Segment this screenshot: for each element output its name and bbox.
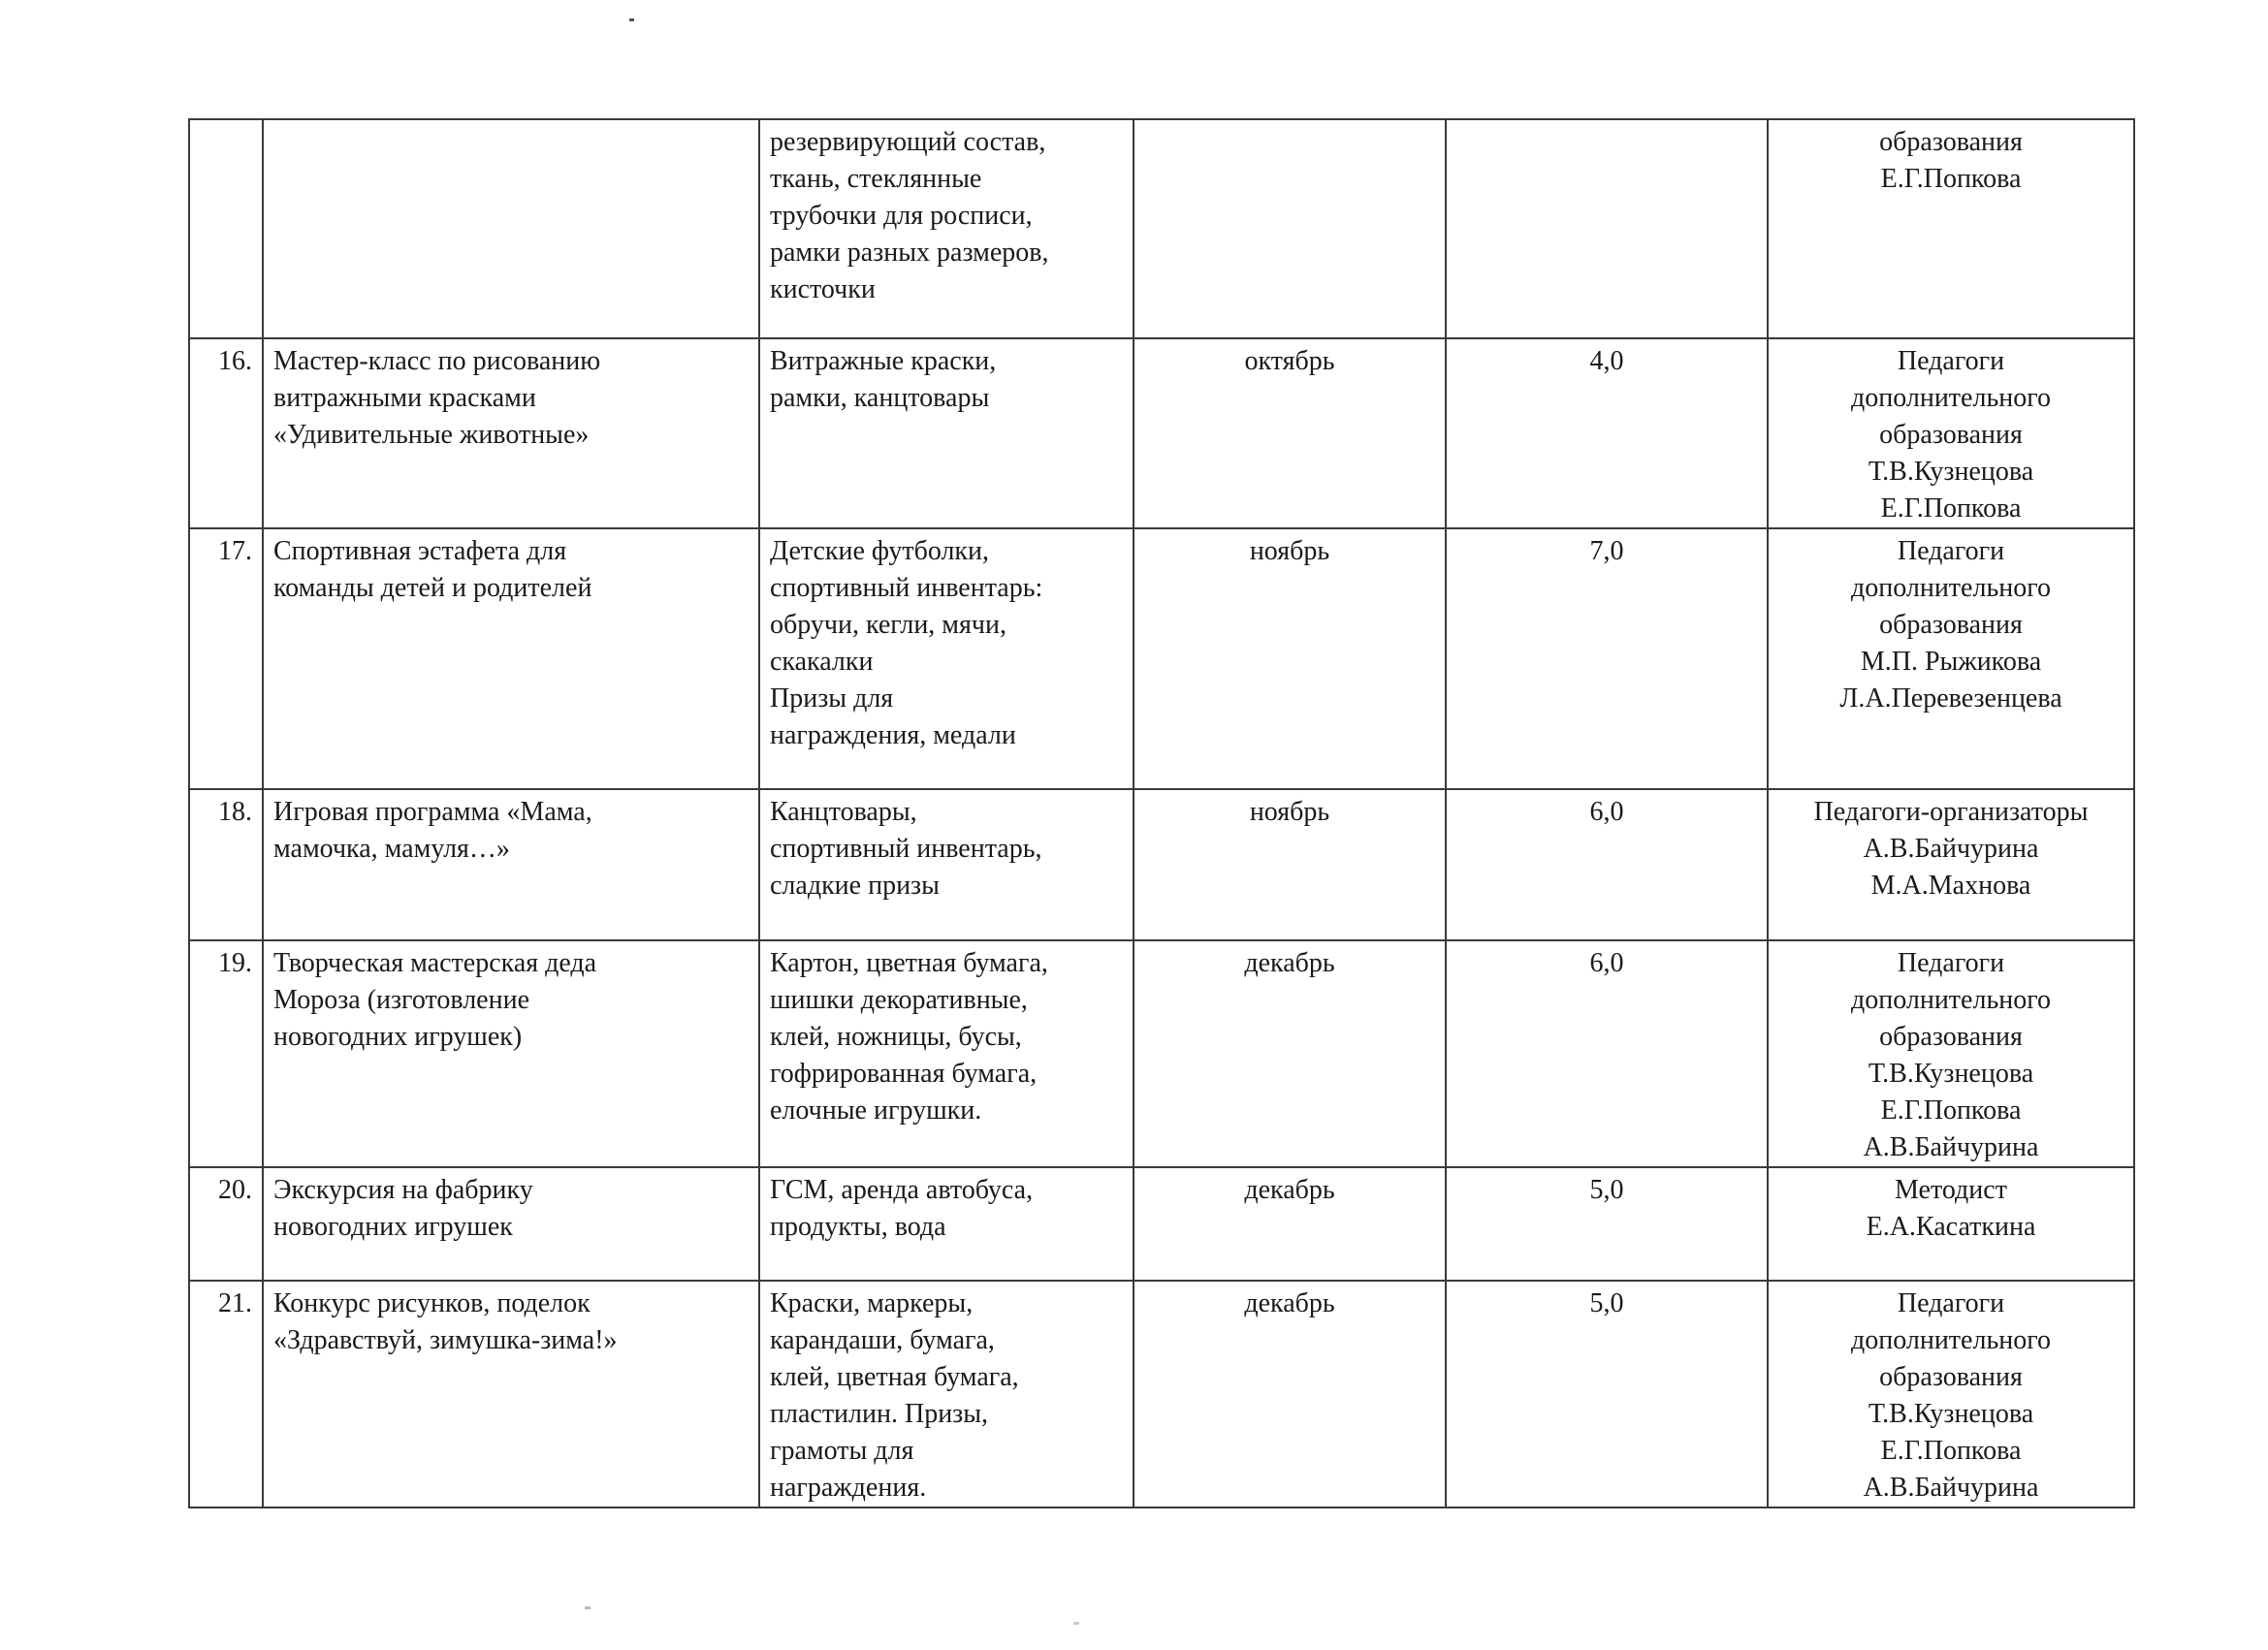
materials-line: ткань, стеклянные — [770, 164, 982, 194]
amount-text: 5,0 — [1589, 1175, 1624, 1205]
cell-amount — [1446, 1281, 1768, 1507]
cell-event-name — [263, 119, 759, 338]
materials-line: Канцтовары, — [770, 797, 917, 827]
materials-line: Картон, цветная бумага, — [770, 948, 1048, 978]
event-name-line: «Здравствуй, зимушка-зима!» — [273, 1325, 618, 1355]
responsible-line: Т.В.Кузнецова — [1868, 457, 2034, 487]
table-row — [189, 1281, 2134, 1507]
amount-text: 6,0 — [1589, 948, 1624, 978]
cell-responsible — [1768, 119, 2134, 338]
month-text: ноябрь — [1249, 536, 1330, 566]
responsible-line: образования — [1879, 127, 2023, 157]
cell-month — [1134, 119, 1446, 338]
materials-line: грамоты для — [770, 1436, 914, 1466]
responsible-line: дополнительного — [1851, 1325, 2051, 1355]
responsible-line: образования — [1879, 610, 2023, 640]
materials-line: спортивный инвентарь, — [770, 834, 1042, 864]
scan-speck — [1073, 1622, 1079, 1625]
cell-materials — [759, 1281, 1134, 1507]
cell-materials — [759, 940, 1134, 1167]
table-row — [189, 338, 2134, 528]
responsible-line: Е.Г.Попкова — [1880, 493, 2022, 524]
cell-month — [1134, 338, 1446, 528]
responsible-line: Е.Г.Попкова — [1880, 164, 2022, 194]
materials-line: Витражные краски, — [770, 346, 997, 376]
materials-line: награждения. — [770, 1473, 927, 1503]
table-row — [189, 940, 2134, 1167]
responsible-line: дополнительного — [1851, 985, 2051, 1015]
materials-line: Краски, маркеры, — [770, 1288, 974, 1318]
responsible-line: Е.Г.Попкова — [1880, 1095, 2022, 1126]
cell-responsible — [1768, 789, 2134, 940]
cell-event-name — [263, 940, 759, 1167]
event-name-line: витражными красками — [273, 383, 536, 413]
materials-line: трубочки для росписи, — [770, 201, 1033, 231]
event-name-line: Экскурсия на фабрику — [273, 1175, 533, 1205]
amount-text: 5,0 — [1589, 1288, 1624, 1318]
materials-line: елочные игрушки. — [770, 1095, 982, 1126]
event-plan-table — [188, 118, 2135, 1508]
responsible-line: дополнительного — [1851, 573, 2051, 603]
cell-amount — [1446, 940, 1768, 1167]
materials-line: шишки декоративные, — [770, 985, 1028, 1015]
responsible-line: А.В.Байчурина — [1863, 1132, 2039, 1162]
materials-line: карандаши, бумага, — [770, 1325, 995, 1355]
cell-event-name — [263, 1281, 759, 1507]
row-number-text: 17. — [218, 536, 252, 566]
materials-line: клей, ножницы, бусы, — [770, 1022, 1022, 1052]
cell-amount — [1446, 338, 1768, 528]
cell-responsible — [1768, 1167, 2134, 1281]
materials-line: кисточки — [770, 274, 876, 304]
materials-line: пластилин. Призы, — [770, 1399, 989, 1429]
cell-responsible — [1768, 1281, 2134, 1507]
cell-materials — [759, 119, 1134, 338]
cell-amount — [1446, 789, 1768, 940]
scan-speck — [585, 1606, 591, 1609]
materials-line: резервирующий состав, — [770, 127, 1046, 157]
responsible-line: дополнительного — [1851, 383, 2051, 413]
cell-month — [1134, 528, 1446, 789]
cell-event-name — [263, 1167, 759, 1281]
row-number-text: 16. — [218, 346, 252, 376]
responsible-line: Педагоги-организаторы — [1813, 797, 2089, 827]
event-name-line: Игровая программа «Мама, — [273, 797, 592, 827]
responsible-line: М.А.Махнова — [1870, 871, 2031, 901]
table-body — [189, 119, 2134, 1507]
responsible-line: Т.В.Кузнецова — [1868, 1399, 2034, 1429]
cell-amount — [1446, 528, 1768, 789]
cell-row-number — [189, 940, 263, 1167]
table-row — [189, 528, 2134, 789]
materials-line: рамки, канцтовары — [770, 383, 990, 413]
responsible-line: Т.В.Кузнецова — [1868, 1059, 2034, 1089]
event-name-line: новогодних игрушек) — [273, 1022, 523, 1052]
cell-month — [1134, 789, 1446, 940]
table-row — [189, 1167, 2134, 1281]
cell-row-number — [189, 338, 263, 528]
cell-event-name — [263, 789, 759, 940]
row-number-text: 19. — [218, 948, 252, 978]
row-number-text: 21. — [218, 1288, 252, 1318]
materials-line: Призы для — [770, 683, 894, 714]
responsible-line: Л.А.Перевезенцева — [1839, 683, 2062, 714]
month-text: декабрь — [1244, 1175, 1335, 1205]
cell-event-name — [263, 528, 759, 789]
event-name-line: Творческая мастерская деда — [273, 948, 597, 978]
event-name-line: новогодних игрушек — [273, 1212, 513, 1242]
cell-materials — [759, 1167, 1134, 1281]
responsible-line: Методист — [1895, 1175, 2007, 1205]
responsible-line: А.В.Байчурина — [1863, 1473, 2039, 1503]
cell-materials — [759, 338, 1134, 528]
month-text: декабрь — [1244, 1288, 1335, 1318]
event-name-line: команды детей и родителей — [273, 573, 592, 603]
responsible-line: образования — [1879, 420, 2023, 450]
event-name-line: Мороза (изготовление — [273, 985, 529, 1015]
responsible-line: Педагоги — [1897, 1288, 2005, 1318]
event-name-line: «Удивительные животные» — [273, 420, 590, 450]
amount-text: 7,0 — [1589, 536, 1624, 566]
row-number-text: 18. — [218, 797, 252, 827]
responsible-line: Е.Г.Попкова — [1880, 1436, 2022, 1466]
materials-line: сладкие призы — [770, 871, 940, 901]
event-name-line: Спортивная эстафета для — [273, 536, 567, 566]
amount-text: 4,0 — [1589, 346, 1624, 376]
cell-row-number — [189, 528, 263, 789]
cell-amount — [1446, 1167, 1768, 1281]
event-name-line: Мастер-класс по рисованию — [273, 346, 601, 376]
cell-month — [1134, 940, 1446, 1167]
month-text: ноябрь — [1249, 797, 1330, 827]
responsible-line: А.В.Байчурина — [1863, 834, 2039, 864]
cell-responsible — [1768, 338, 2134, 528]
scan-speck — [629, 18, 634, 21]
month-text: октябрь — [1244, 346, 1335, 376]
responsible-line: образования — [1879, 1362, 2023, 1392]
table-row — [189, 119, 2134, 338]
materials-line: награждения, медали — [770, 720, 1016, 750]
materials-line: Детские футболки, — [770, 536, 990, 566]
event-name-line: мамочка, мамуля…» — [273, 834, 510, 864]
cell-event-name — [263, 338, 759, 528]
cell-month — [1134, 1281, 1446, 1507]
month-text: декабрь — [1244, 948, 1335, 978]
materials-line: спортивный инвентарь: — [770, 573, 1043, 603]
cell-responsible — [1768, 528, 2134, 789]
responsible-line: Е.А.Касаткина — [1866, 1212, 2036, 1242]
cell-row-number — [189, 1281, 263, 1507]
event-name-line: Конкурс рисунков, поделок — [273, 1288, 591, 1318]
materials-line: рамки разных размеров, — [770, 238, 1049, 268]
cell-materials — [759, 528, 1134, 789]
cell-responsible — [1768, 940, 2134, 1167]
responsible-line: Педагоги — [1897, 346, 2005, 376]
materials-line: скакалки — [770, 647, 874, 677]
responsible-line: образования — [1879, 1022, 2023, 1052]
row-number-text: 20. — [218, 1175, 252, 1205]
amount-text: 6,0 — [1589, 797, 1624, 827]
responsible-line: Педагоги — [1897, 536, 2005, 566]
materials-line: продукты, вода — [770, 1212, 946, 1242]
materials-line: ГСМ, аренда автобуса, — [770, 1175, 1034, 1205]
cell-row-number — [189, 1167, 263, 1281]
materials-line: обручи, кегли, мячи, — [770, 610, 1006, 640]
cell-month — [1134, 1167, 1446, 1281]
table-row — [189, 789, 2134, 940]
responsible-line: М.П. Рыжикова — [1860, 647, 2042, 677]
cell-row-number — [189, 119, 263, 338]
cell-row-number — [189, 789, 263, 940]
responsible-line: Педагоги — [1897, 948, 2005, 978]
cell-materials — [759, 789, 1134, 940]
materials-line: клей, цветная бумага, — [770, 1362, 1019, 1392]
cell-amount — [1446, 119, 1768, 338]
materials-line: гофрированная бумага, — [770, 1059, 1038, 1089]
